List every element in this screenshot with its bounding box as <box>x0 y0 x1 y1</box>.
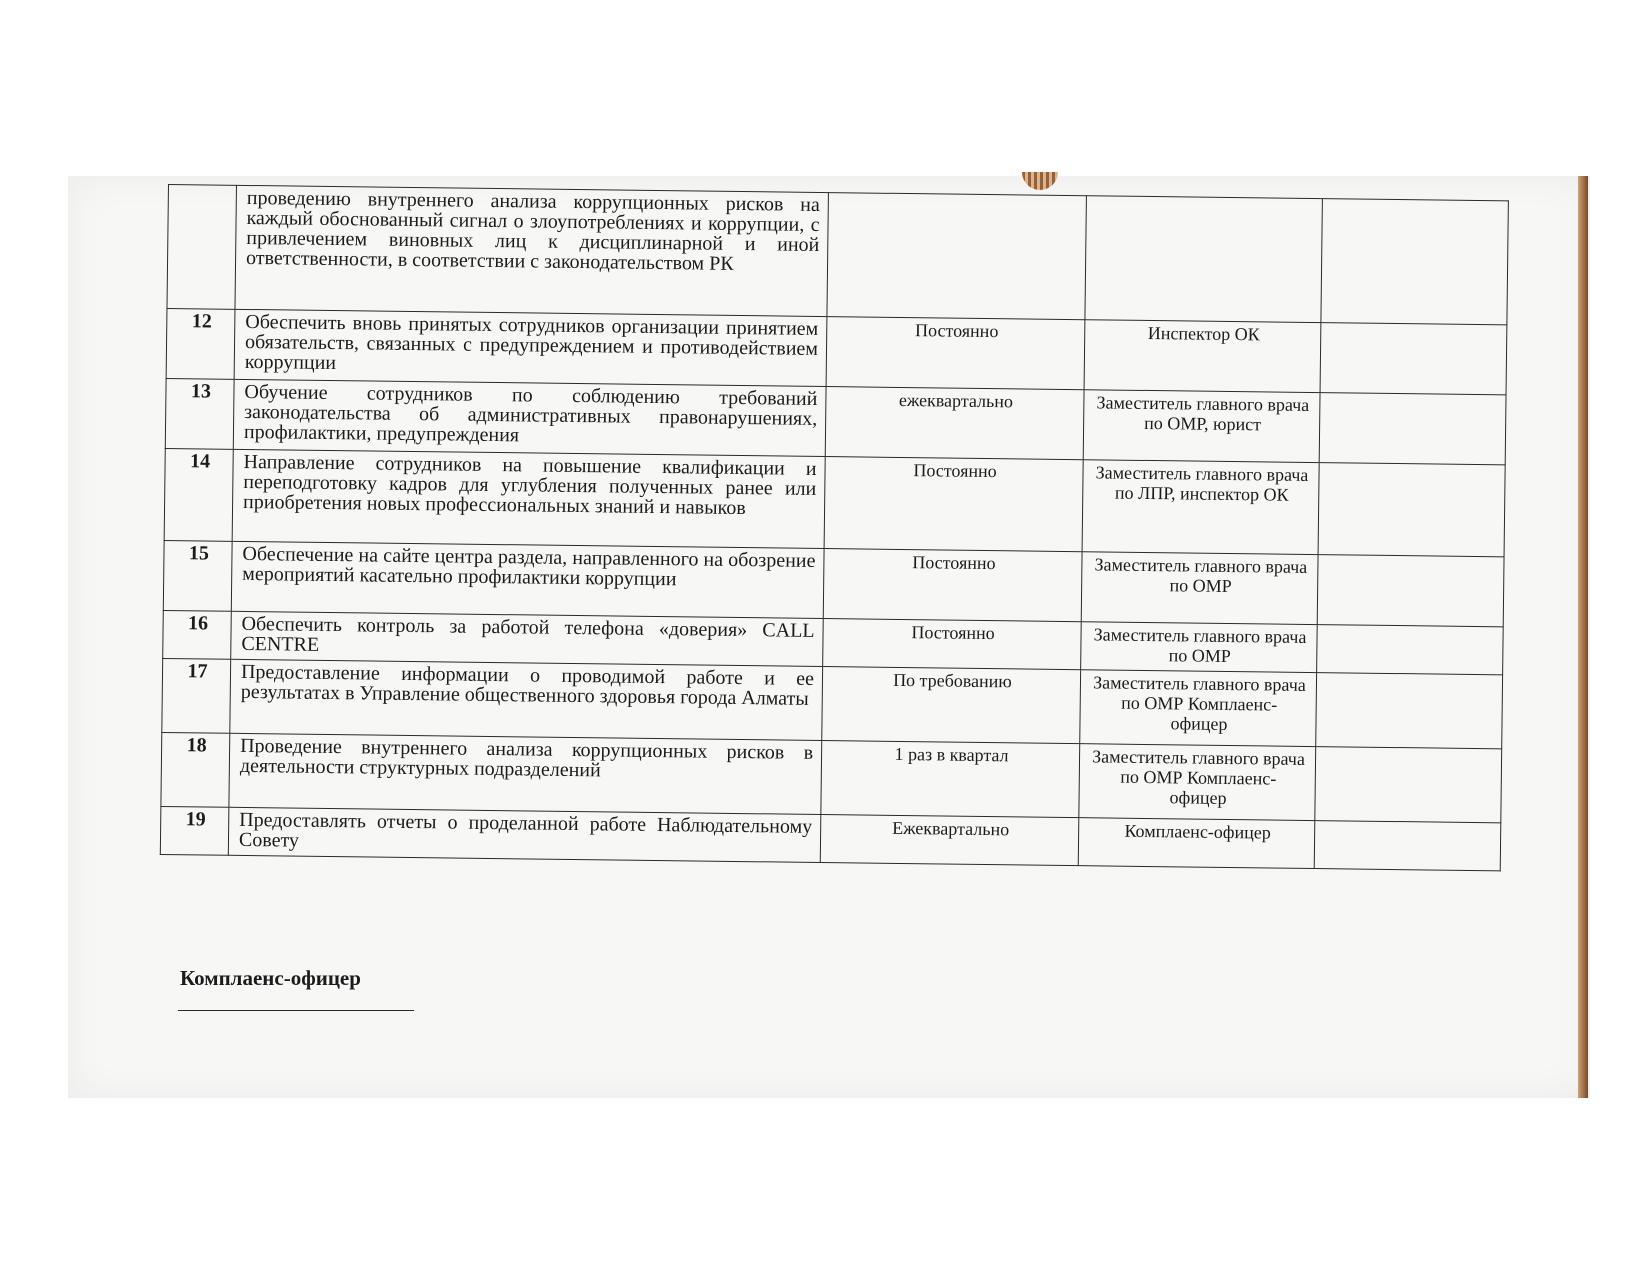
signature-line <box>178 1010 414 1011</box>
row-number: 17 <box>162 658 231 733</box>
sheet-edge-shadow <box>1578 176 1588 1098</box>
row-responsible: Комплаенс-офицер <box>1078 818 1315 869</box>
row-responsible: Заместитель главного врача по ЛПР, инспектор ОК <box>1082 460 1319 555</box>
row-term: По требованию <box>822 667 1081 744</box>
row-number <box>167 185 237 310</box>
row-term: Постоянно <box>826 317 1085 390</box>
row-responsible <box>1085 196 1322 323</box>
row-responsible: Заместитель главного врача по ОМР <box>1081 622 1318 673</box>
row-activity: Проведение внутреннего анализа коррупционных рисков в деятельности структурных подразделений <box>229 733 822 814</box>
row-activity: Направление сотрудников на повышение квалификации и переподготовку кадров для углубления полученных ранее или приобретения новых профессиональных знаний и навыков <box>232 449 825 548</box>
row-note <box>1317 555 1504 627</box>
row-number: 15 <box>163 540 232 611</box>
row-number: 12 <box>166 308 235 379</box>
row-note <box>1315 747 1502 823</box>
row-activity: Предоставление информации о проводимой работе и ее результатах в Управление общественного здоровья города Алматы <box>230 659 823 740</box>
table-row <box>167 185 1508 325</box>
row-note <box>1320 323 1507 395</box>
row-term: Постоянно <box>824 457 1083 552</box>
row-activity: Обеспечить контроль за работой телефона «доверия» CALL CENTRE <box>231 611 824 666</box>
row-responsible: Заместитель главного врача по ОМР, юрист <box>1083 390 1320 463</box>
row-responsible: Заместитель главного врача по ОМР Комплаенс- офицер <box>1079 744 1316 821</box>
row-term: Постоянно <box>823 549 1082 622</box>
anti-corruption-plan-table <box>160 184 1509 871</box>
row-number: 16 <box>163 610 232 659</box>
signature-title: Комплаенс-офицер <box>180 966 361 990</box>
row-term: Постоянно <box>823 619 1082 670</box>
row-responsible: Заместитель главного врача по ОМР Комплаенс- офицер <box>1080 670 1317 747</box>
row-term: 1 раз в квартал <box>821 741 1080 818</box>
document-body <box>160 184 1508 871</box>
row-number: 14 <box>164 448 233 541</box>
row-note <box>1317 625 1504 675</box>
row-responsible: Заместитель главного врача по ОМР <box>1081 552 1318 625</box>
row-activity: Обучение сотрудников по соблюдению требований законодательства об административных правонарушениях, профилактики, предупреждения <box>233 379 826 456</box>
row-number: 19 <box>160 806 229 855</box>
row-number: 18 <box>161 732 230 807</box>
row-activity: проведению внутреннего анализа коррупционных рисков на каждый обоснованный сигнал о злоупотреблениях и коррупции, с привлечением виновных лиц к дисциплинарной и иной ответственности, в соответствии с законодательством РК <box>235 185 828 316</box>
row-term <box>827 193 1086 320</box>
row-note <box>1319 393 1506 465</box>
row-term: ежеквартально <box>825 387 1084 460</box>
row-note <box>1316 673 1503 749</box>
row-number: 13 <box>165 378 234 449</box>
row-note <box>1318 463 1505 557</box>
row-term: Ежеквартально <box>820 815 1079 866</box>
row-activity: Обеспечение на сайте центра раздела, направленного на обозрение мероприятий касательно профилактики коррупции <box>231 541 824 618</box>
row-note <box>1321 199 1509 325</box>
row-responsible: Инспектор ОК <box>1084 320 1321 393</box>
row-activity: Обеспечить вновь принятых сотрудников организации принятием обязательств, связанных с предупреждением и противодействием коррупции <box>234 309 827 386</box>
row-note <box>1314 821 1501 871</box>
table-row <box>164 448 1505 556</box>
row-activity: Предоставлять отчеты о проделанной работе Наблюдательному Совету <box>228 807 821 862</box>
